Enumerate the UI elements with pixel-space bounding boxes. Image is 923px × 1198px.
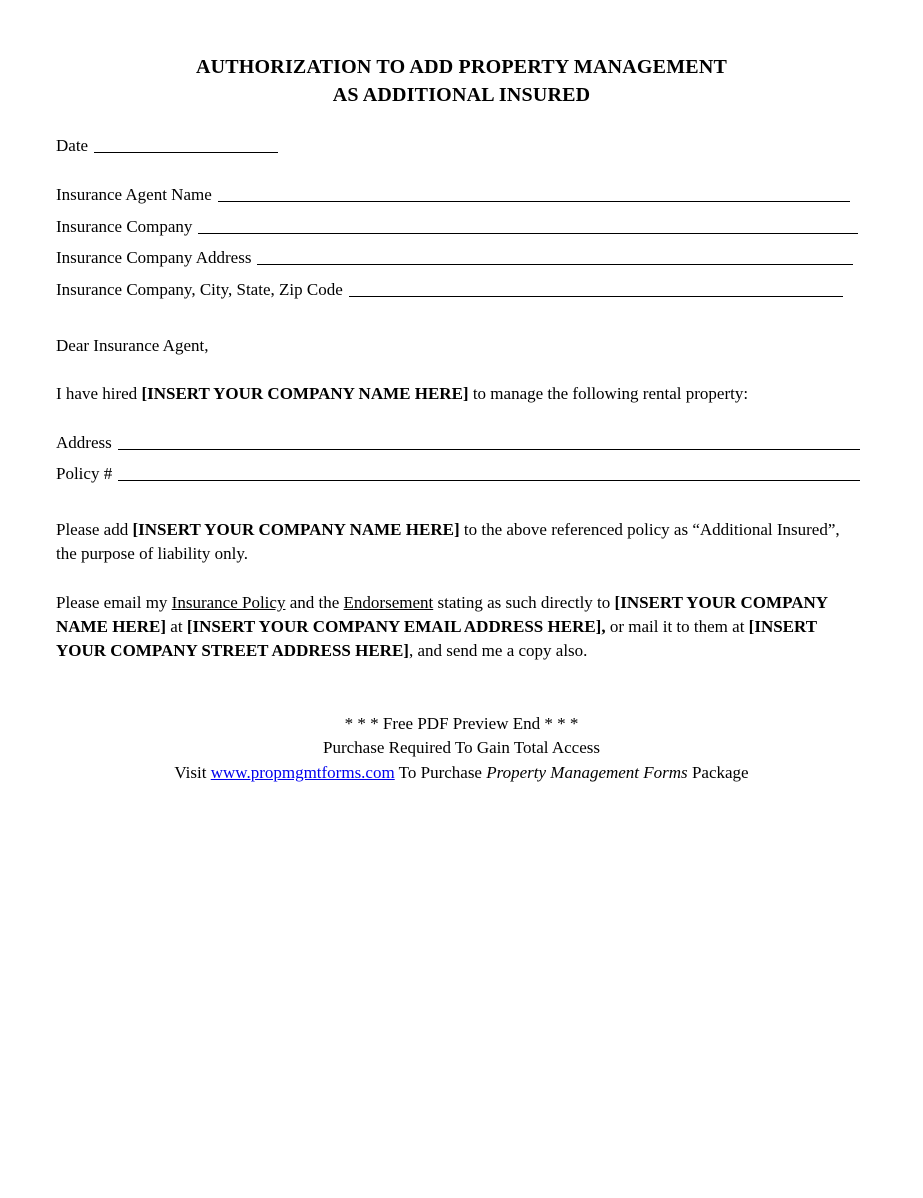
- preview-end-notice: * * * Free PDF Preview End * * *: [344, 714, 579, 733]
- policy-blank-line: [118, 479, 860, 481]
- greeting: Dear Insurance Agent,: [56, 336, 209, 355]
- company-city-blank-line: [349, 295, 843, 297]
- email-end: , and send me a copy also.: [408, 641, 588, 660]
- policy-label: Policy #: [56, 464, 113, 483]
- company-address-field: [56, 248, 853, 268]
- company-address-label: Insurance Company Address: [56, 248, 252, 267]
- add-company-placeholder: [INSERT YOUR COMPANY NAME HERE]: [132, 520, 460, 539]
- title-line-2: AS ADDITIONAL INSURED: [332, 84, 591, 106]
- company-city-field: [56, 280, 843, 300]
- hired-company-placeholder: [INSERT YOUR COMPANY NAME HERE]: [141, 384, 469, 403]
- company-address-blank-line: [257, 263, 853, 265]
- hired-paragraph: [56, 382, 856, 406]
- agent-name-blank-line: [218, 200, 850, 202]
- date-label: Date: [56, 136, 89, 155]
- email-pre: Please email my: [56, 593, 172, 612]
- company-field: [56, 217, 858, 237]
- date-blank-line: [94, 151, 278, 153]
- to-purchase-text: To Purchase: [394, 763, 487, 782]
- property-address-blank-line: [118, 448, 860, 450]
- email-mail: or mail it to them at: [605, 617, 749, 636]
- company-city-label: Insurance Company, City, State, Zip Code: [56, 280, 343, 299]
- add-insured-paragraph: [56, 518, 846, 566]
- email-address-placeholder: [INSERT YOUR COMPANY EMAIL ADDRESS HERE],: [186, 617, 606, 636]
- email-at: at: [166, 617, 187, 636]
- street-address-placeholder: [INSERT YOUR COMPANY STREET ADDRESS HERE]: [56, 617, 817, 660]
- title-line-1: AUTHORIZATION TO ADD PROPERTY MANAGEMENT: [195, 56, 728, 78]
- propmgmtforms-link[interactable]: www.propmgmtforms.com: [210, 763, 395, 782]
- agent-name-field: [56, 185, 850, 205]
- endorsement-text: Endorsement: [343, 593, 434, 612]
- hired-pre: I have hired: [56, 384, 142, 403]
- email-company-placeholder: [INSERT YOUR COMPANY NAME HERE]: [56, 593, 828, 636]
- company-label: Insurance Company: [56, 217, 193, 236]
- email-stating: stating as such directly to: [433, 593, 615, 612]
- add-post: to the above referenced policy as “Additional Insured”, the purpose of liability only.: [56, 520, 840, 563]
- hired-post: to manage the following rental property:: [468, 384, 749, 403]
- property-address-field: [56, 433, 860, 453]
- package-text: Package: [687, 763, 749, 782]
- company-blank-line: [198, 232, 858, 234]
- property-address-label: Address: [56, 433, 112, 452]
- package-name: Property Management Forms: [486, 763, 688, 782]
- email-and: and the: [285, 593, 344, 612]
- visit-text: Visit: [174, 763, 211, 782]
- add-pre: Please add: [56, 520, 133, 539]
- email-paragraph: [56, 591, 856, 663]
- purchase-required-notice: Purchase Required To Gain Total Access: [323, 738, 600, 757]
- policy-field: [56, 464, 860, 484]
- visit-line: [0, 761, 923, 785]
- date-field: [56, 136, 278, 156]
- agent-name-label: Insurance Agent Name: [56, 185, 212, 204]
- insurance-policy-text: Insurance Policy: [171, 593, 286, 612]
